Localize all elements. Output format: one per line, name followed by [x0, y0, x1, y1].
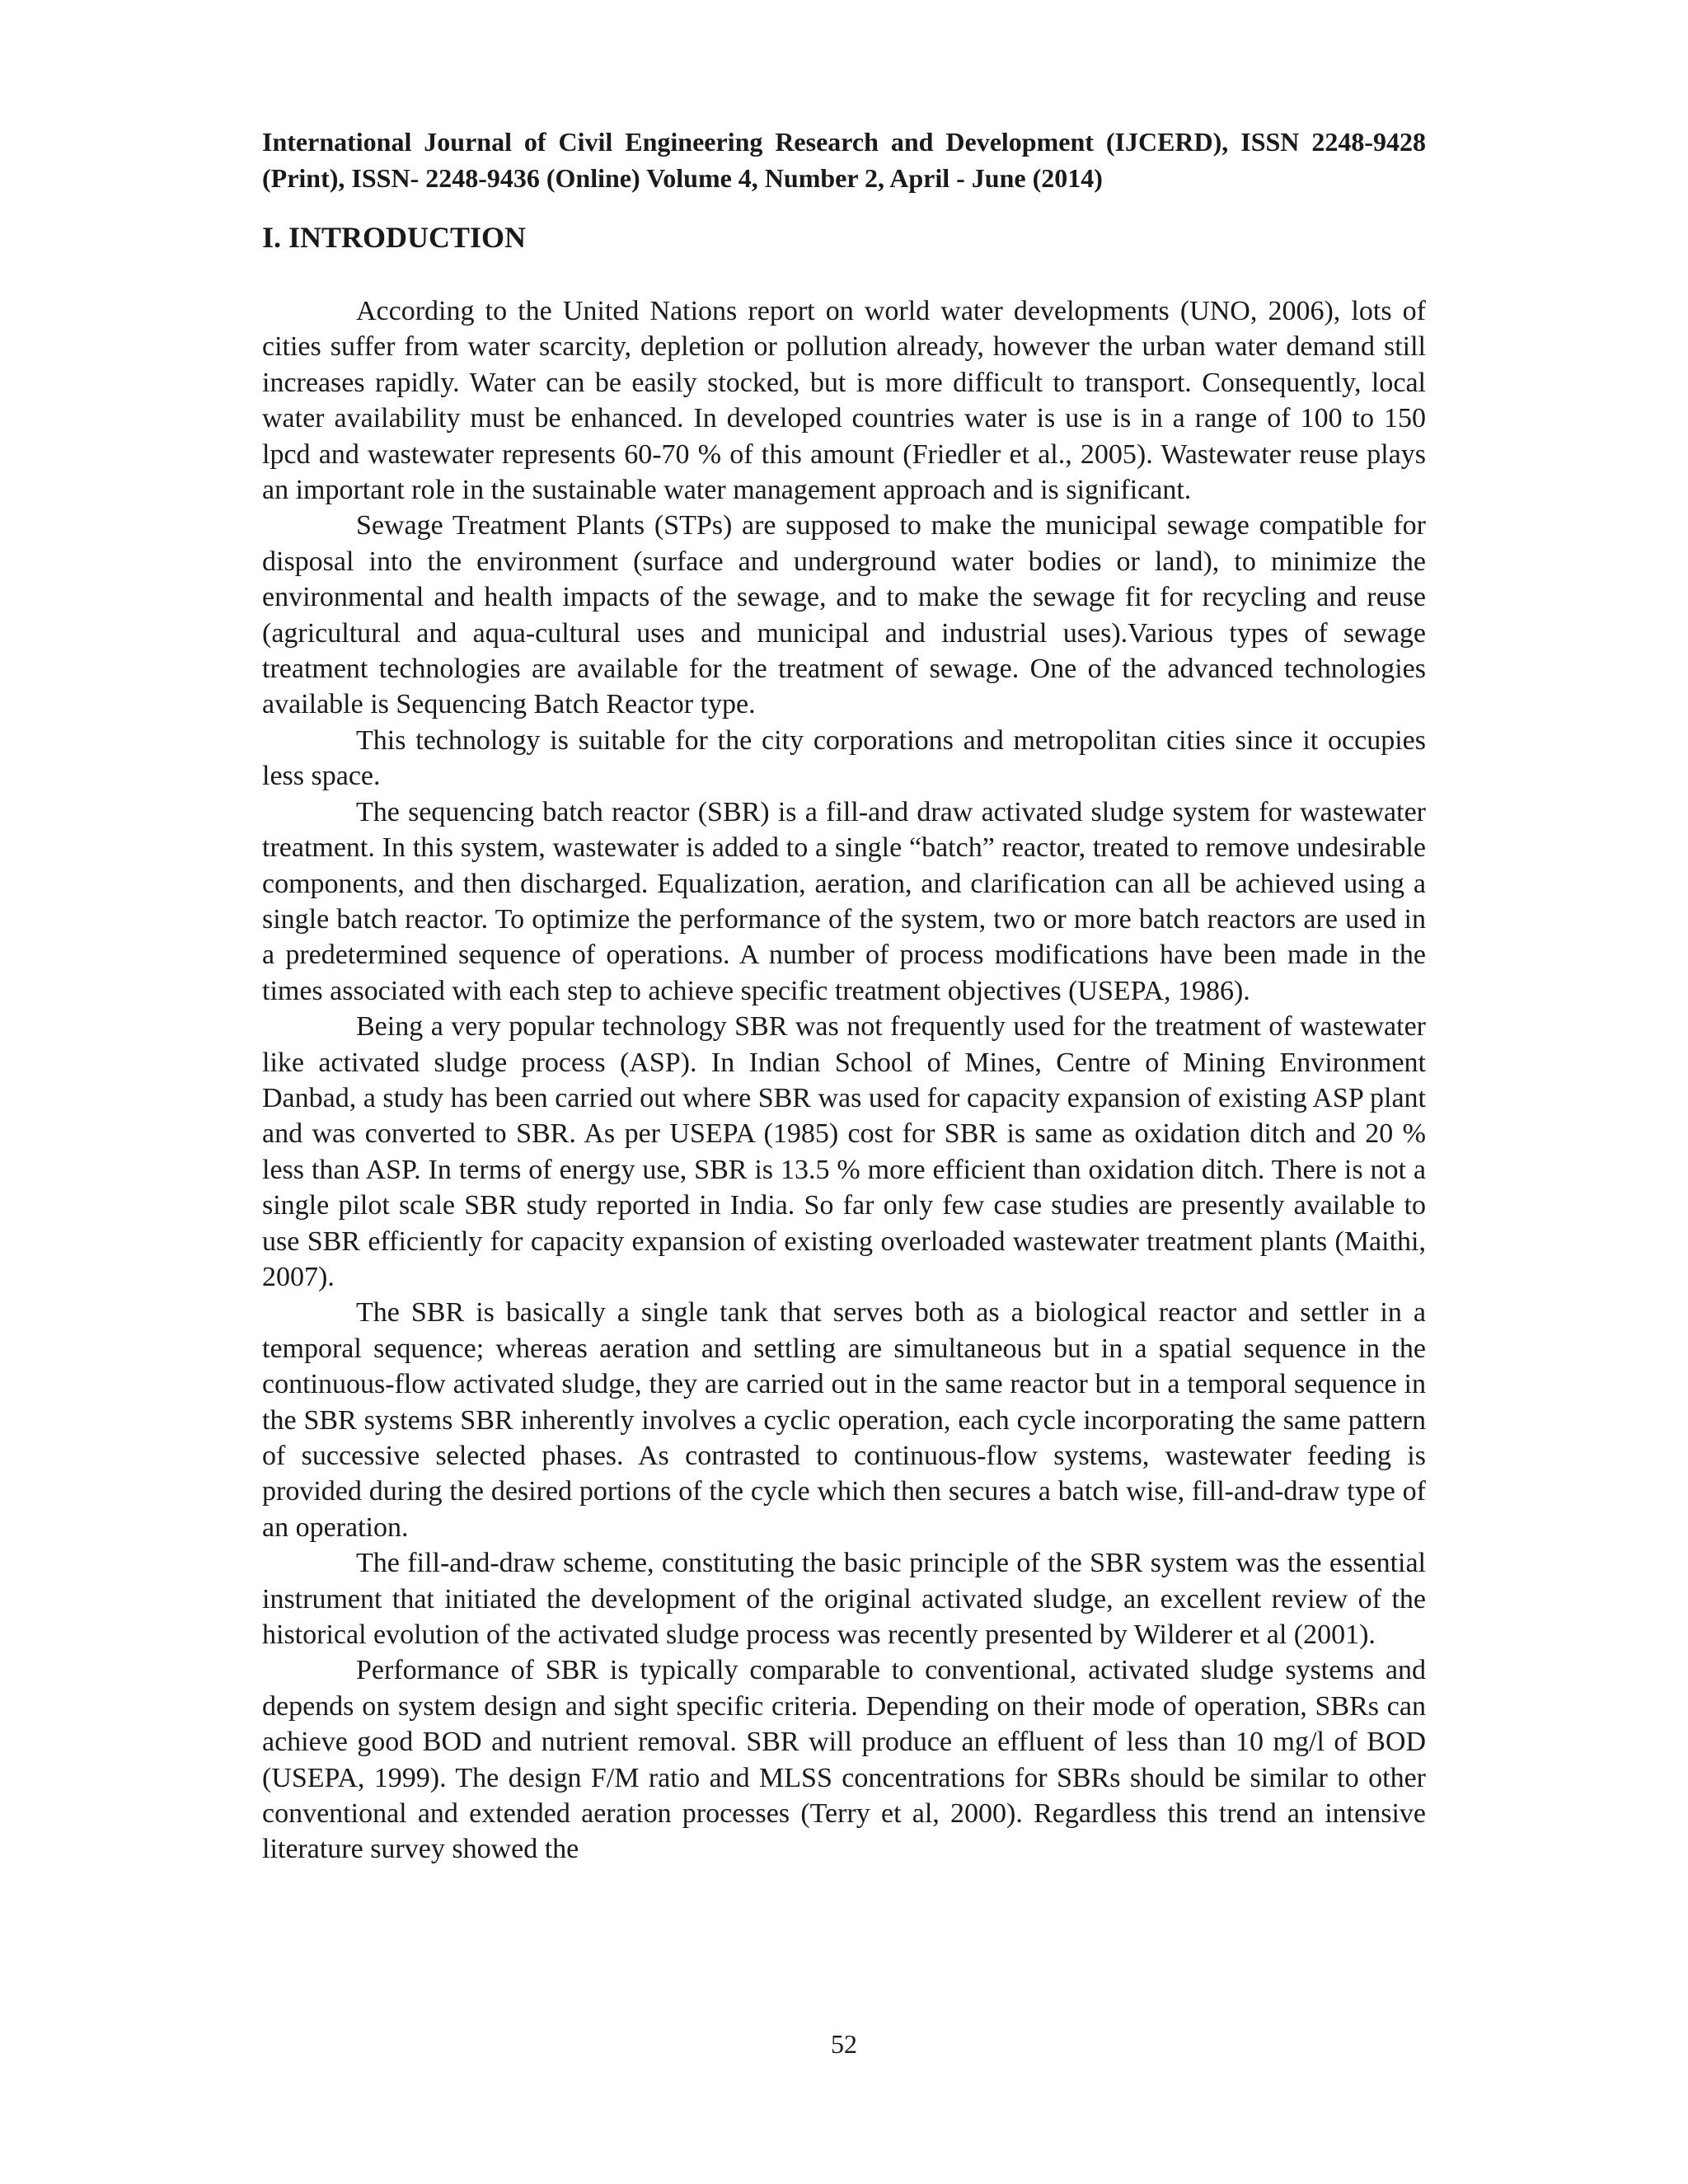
paragraph-5: Being a very popular technology SBR was not frequently used for the treatment of wastewater like activated sludge process (ASP). In Indian School of Mines, Centre of Mining Environment Danbad, a study has been carried out where SBR was used for capacity expansion of existing ASP plant and was converted to SBR. As per USEPA (1985) cost for SBR is same as oxidation ditch and 20 % less than ASP. In terms of energy use, SBR is 13.5 % more efficient than oxidation ditch. There is not a single pilot scale SBR study reported in India. So far only few case studies are presently available to use SBR efficiently for capacity expansion of existing overloaded wastewater treatment plants (Maithi, 2007). [262, 1011, 1426, 1292]
paragraph-2: Sewage Treatment Plants (STPs) are supposed to make the municipal sewage compatible for disposal into the environment (surface and underground water bodies or land), to minimize the environmental and health impacts of the sewage, and to make the sewage fit for recycling and reuse (agricultural and aqua-cultural uses and municipal and industrial uses).Various types of sewage treatment technologies are available for the treatment of sewage. One of the advanced technologies available is Sequencing Batch Reactor type. [262, 510, 1426, 720]
paragraph-7: The fill-and-draw scheme, constituting the basic principle of the SBR system was the essential instrument that initiated the development of the original activated sludge, an excellent review of the historical evolution of the activated sludge process was recently presented by Wilderer et al (2001). [262, 1548, 1426, 1651]
paragraph-4: The sequencing batch reactor (SBR) is a fill-and draw activated sludge system for wastewater treatment. In this system, wastewater is added to a single “batch” reactor, treated to remove undesirable components, and then discharged. Equalization, aeration, and clarification can all be achieved using a single batch reactor. To optimize the performance of the system, two or more batch reactors are used in a predetermined sequence of operations. A number of process modifications have been made in the times associated with each step to achieve specific treatment objectives (USEPA, 1986). [262, 796, 1426, 1006]
section-title: I. INTRODUCTION [262, 221, 527, 254]
page-number: 52 [831, 2029, 857, 2059]
paragraph-6: The SBR is basically a single tank that serves both as a biological reactor and settler in a temporal sequence; whereas aeration and settling are simultaneous but in a spatial sequence in the continuous-flow activated sludge, they are carried out in the same reactor but in a temporal sequence in the SBR systems SBR inherently involves a cyclic operation, each cycle incorporating the same pattern of successive selected phases. As contrasted to continuous-flow systems, wastewater feeding is provided during the desired portions of the cycle which then secures a batch wise, fill-and-draw type of an operation. [262, 1297, 1426, 1543]
paragraph-1: According to the United Nations report on world water developments (UNO, 2006), lots of cities suffer from water scarcity, depletion or pollution already, however the urban water demand still increases rapidly. Water can be easily stocked, but is more difficult to transport. Consequently, local water availability must be enhanced. In developed countries water is use is in a range of 100 to 150 lpcd and wastewater represents 60-70 % of this amount (Friedler et al., 2005). Wastewater reuse plays an important role in the sustainable water management approach and is significant. [262, 296, 1426, 506]
journal-header: International Journal of Civil Engineering Research and Development (IJCERD), ISSN 2248-9428 (Print), ISSN- 2248-9436 (Online) Volume 4, Number 2, April - June (2014) [262, 127, 1426, 193]
paragraph-3: This technology is suitable for the city corporations and metropolitan cities since it occupies less space. [262, 724, 1426, 792]
page-content [262, 124, 1426, 1868]
paragraph-8: Performance of SBR is typically comparable to conventional, activated sludge systems and depends on system design and sight specific criteria. Depending on their mode of operation, SBRs can achieve good BOD and nutrient removal. SBR will produce an effluent of less than 10 mg/l of BOD (USEPA, 1999). The design F/M ratio and MLSS concentrations for SBRs should be similar to other conventional and extended aeration processes (Terry et al, 2000). Regardless this trend an intensive literature survey showed the [262, 1655, 1426, 1865]
